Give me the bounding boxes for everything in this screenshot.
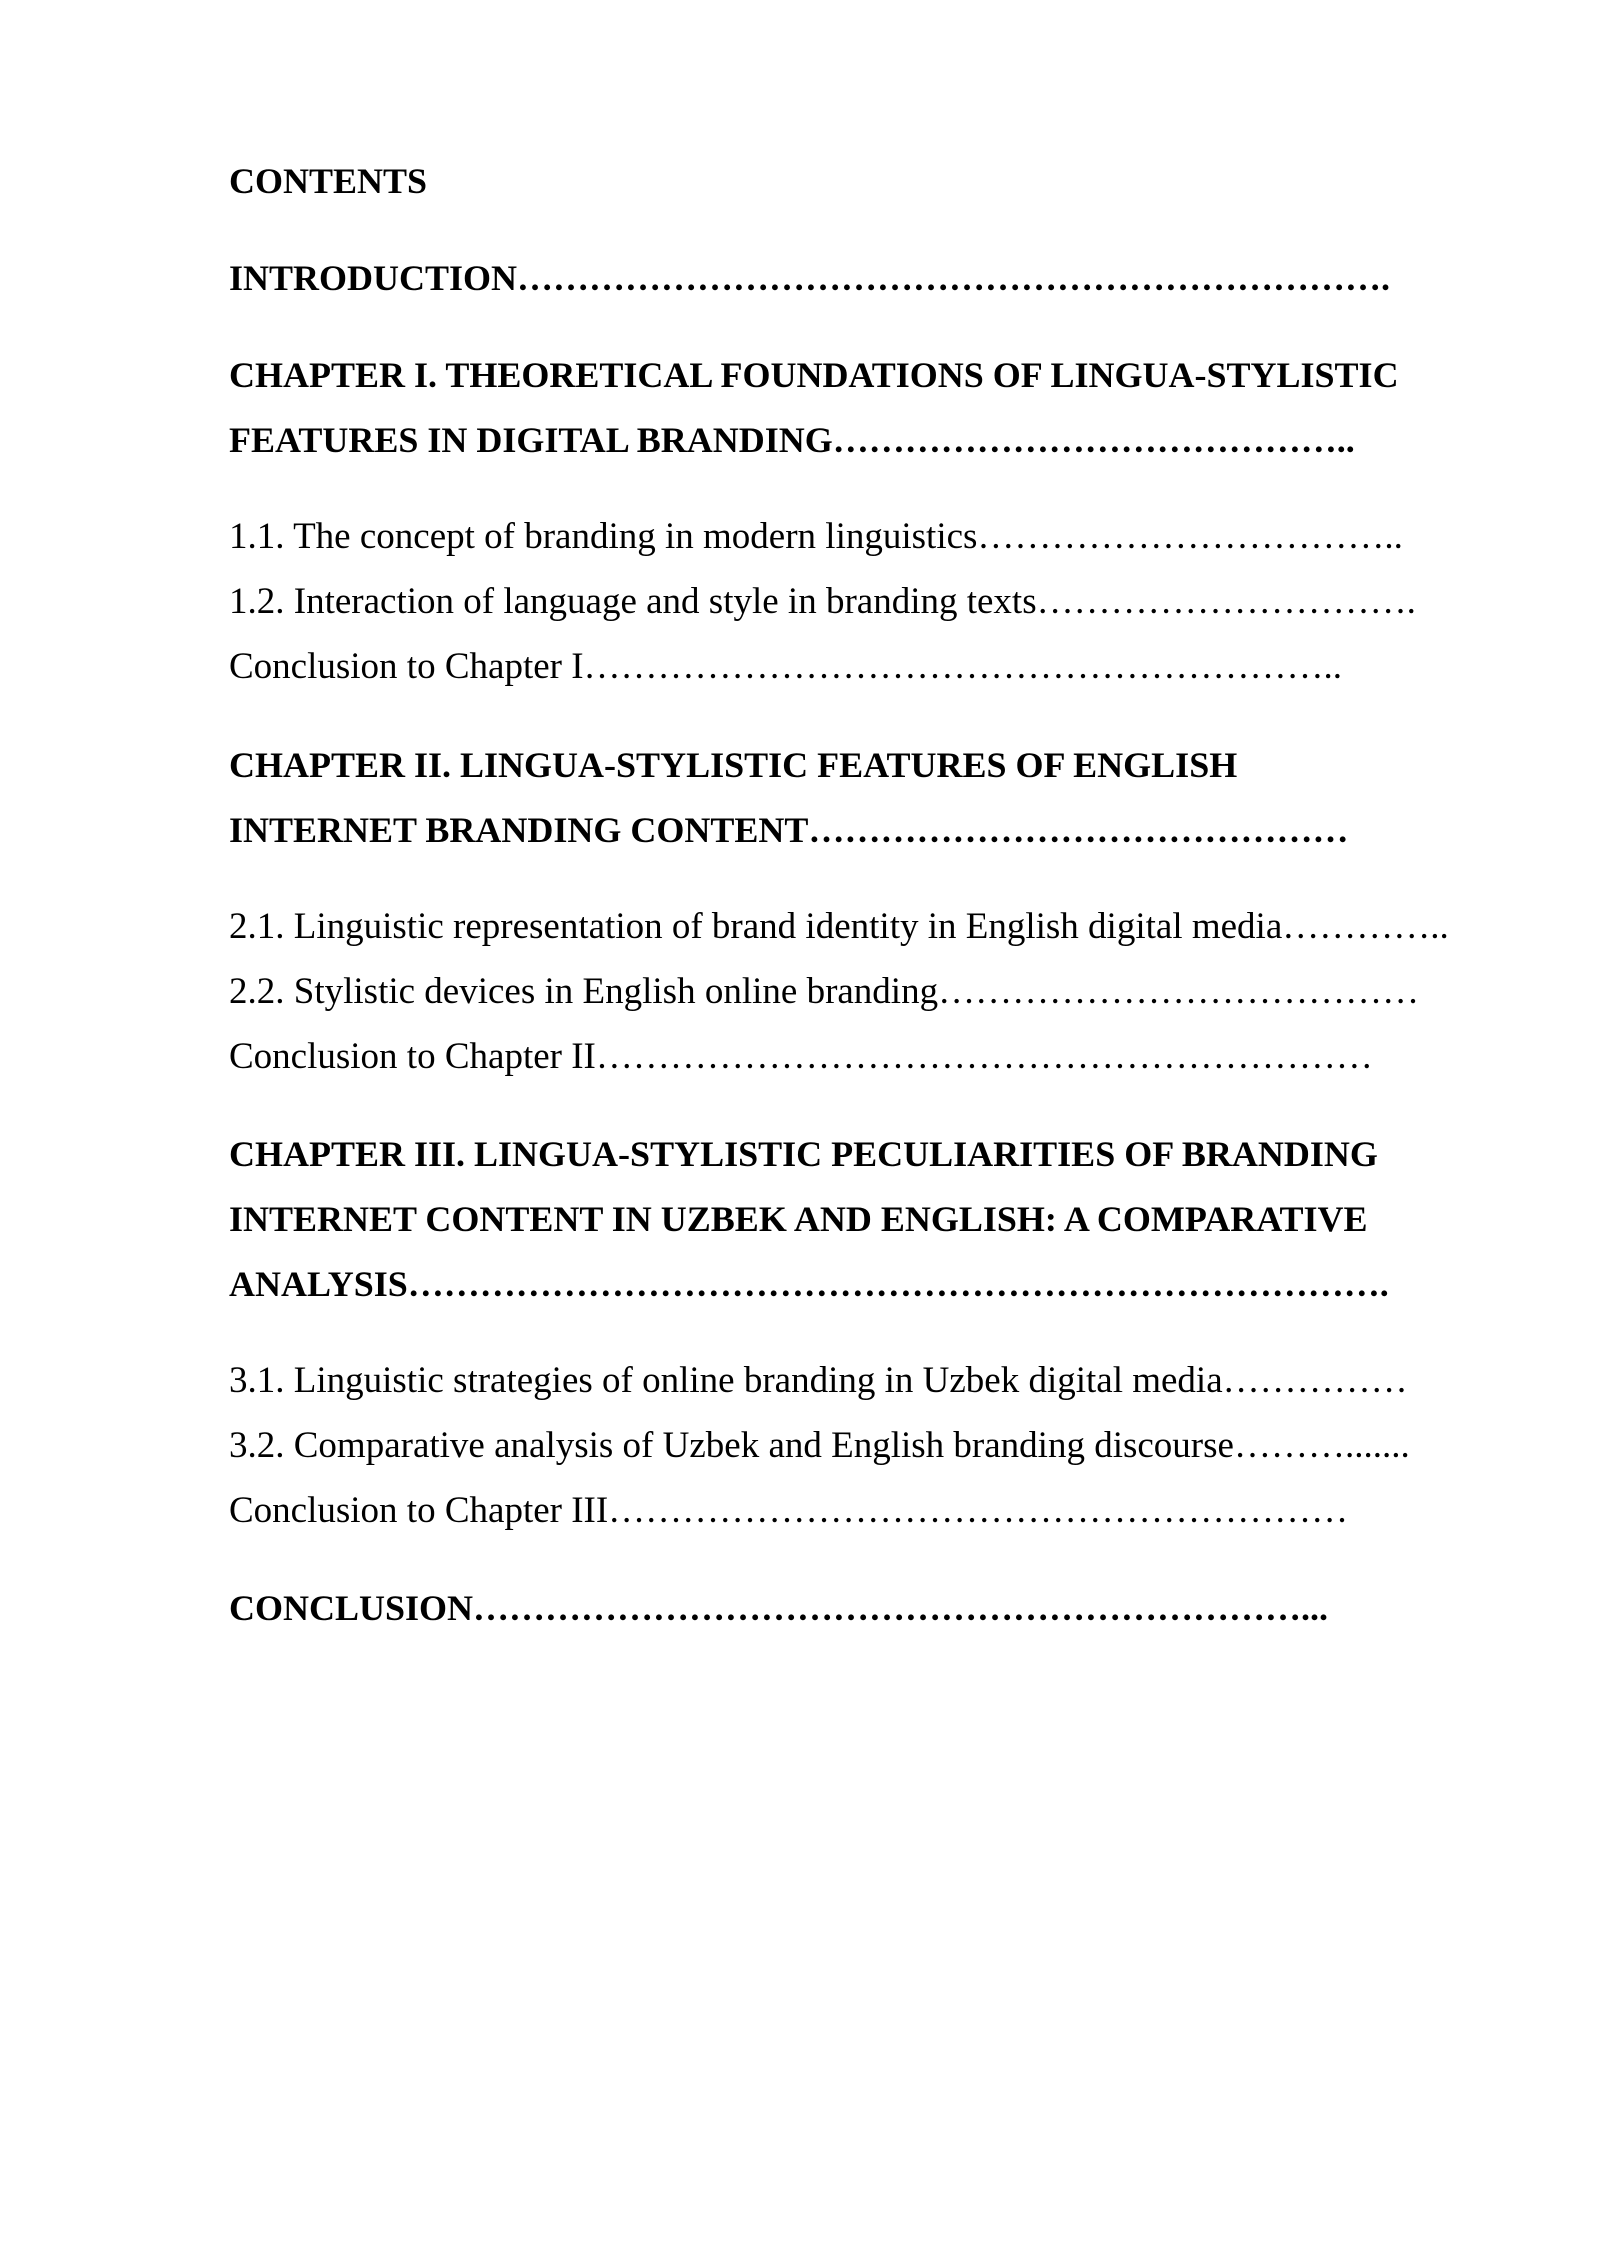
toc-entry-chapter-1-line-1: CHAPTER I. THEORETICAL FOUNDATIONS OF LINGUA-STYLISTIC [229, 355, 1399, 395]
toc-entry-conclusion-chapter-3: Conclusion to Chapter III…………………………………………………… [229, 1490, 1349, 1531]
toc-entry-chapter-3-line-3: ANALYSIS………………………………………………………………………. [229, 1264, 1389, 1304]
toc-entry-2-2: 2.2. Stylistic devices in English online branding………………………………… [229, 971, 1420, 1012]
toc-entry-3-1: 3.1. Linguistic strategies of online branding in Uzbek digital media…………… [229, 1360, 1408, 1401]
toc-entry-conclusion-chapter-1: Conclusion to Chapter I…………………………………………………….. [229, 646, 1343, 687]
contents-heading: CONTENTS [229, 161, 428, 201]
toc-entry-chapter-3-line-1: CHAPTER III. LINGUA-STYLISTIC PECULIARITIES OF BRANDING [229, 1134, 1378, 1174]
toc-entry-chapter-2-line-2: INTERNET BRANDING CONTENT……………………………………… [229, 810, 1349, 850]
toc-entry-conclusion-chapter-2: Conclusion to Chapter II……………………………………………………… [229, 1036, 1373, 1077]
toc-entry-2-1: 2.1. Linguistic representation of brand identity in English digital media………….. [229, 906, 1449, 947]
toc-entry-chapter-1-line-2: FEATURES IN DIGITAL BRANDING…………………………………….. [229, 420, 1355, 460]
toc-entry-introduction: INTRODUCTION………………………………………………………………. [229, 258, 1391, 298]
toc-entry-conclusion: CONCLUSION……………………………………………………………... [229, 1588, 1329, 1628]
toc-entry-1-1: 1.1. The concept of branding in modern linguistics…………………………….. [229, 516, 1403, 557]
toc-entry-1-2: 1.2. Interaction of language and style in branding texts…………………………. [229, 581, 1416, 622]
toc-entry-3-2: 3.2. Comparative analysis of Uzbek and English branding discourse………....... [229, 1425, 1410, 1466]
toc-entry-chapter-2-line-1: CHAPTER II. LINGUA-STYLISTIC FEATURES OF ENGLISH [229, 745, 1238, 785]
toc-entry-chapter-3-line-2: INTERNET CONTENT IN UZBEK AND ENGLISH: A COMPARATIVE [229, 1199, 1368, 1239]
